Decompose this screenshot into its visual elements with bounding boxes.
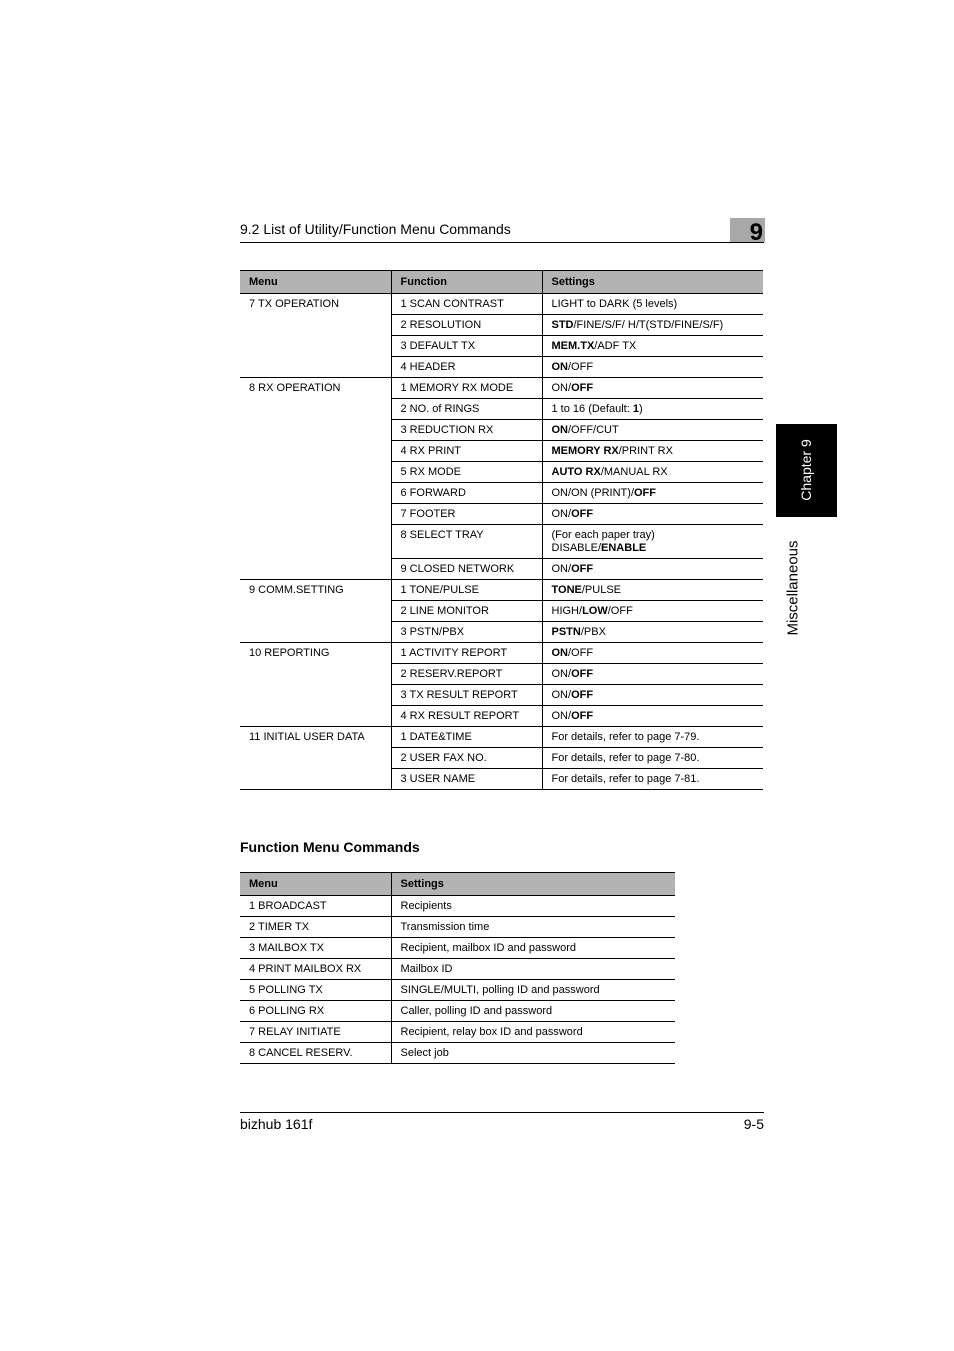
settings-cell [542, 441, 763, 462]
settings-default-value: OFF [571, 563, 594, 575]
function-cell: 9 CLOSED NETWORK [391, 559, 542, 580]
table-row [240, 896, 675, 917]
settings-cell: Transmission time [391, 917, 675, 938]
settings-cell [542, 336, 763, 357]
settings-default-value: PSTN [551, 626, 581, 638]
settings-cell: Recipients [391, 896, 675, 917]
settings-text: For details, refer to page 7-81. [551, 773, 700, 785]
settings-text: /MANUAL RX [600, 466, 668, 478]
table-header-row [240, 271, 763, 294]
function-cell: 2 RESOLUTION [391, 315, 542, 336]
table-row [240, 1001, 675, 1022]
function-cell: 3 REDUCTION RX [391, 420, 542, 441]
settings-cell [542, 378, 763, 399]
settings-text: For details, refer to page 7-80. [551, 752, 700, 764]
function-cell: 2 LINE MONITOR [391, 601, 542, 622]
settings-text: HIGH/ [551, 605, 583, 617]
settings-text: /PBX [580, 626, 606, 638]
chapter-number: 9 [749, 219, 763, 246]
table-row [240, 959, 675, 980]
settings-default-value: OFF [571, 382, 594, 394]
column-header-function: Function [391, 271, 542, 294]
function-cell: 1 MEMORY RX MODE [391, 378, 542, 399]
footer-product-name: bizhub 161f [240, 1116, 313, 1132]
menu-cell: 10 REPORTING [240, 643, 391, 727]
settings-text: ON/ [551, 508, 572, 520]
menu-cell: 7 RELAY INITIATE [240, 1022, 391, 1043]
function-cell: 5 RX MODE [391, 462, 542, 483]
settings-cell [542, 748, 763, 769]
header-divider [240, 242, 764, 243]
function-cell: 1 DATE&TIME [391, 727, 542, 748]
function-cell: 4 RX PRINT [391, 441, 542, 462]
settings-text: /PULSE [581, 584, 621, 596]
settings-default-value: OFF [571, 710, 594, 722]
settings-default-value: ON [551, 647, 568, 659]
menu-cell: 2 TIMER TX [240, 917, 391, 938]
menu-cell: 6 POLLING RX [240, 1001, 391, 1022]
function-cell: 3 TX RESULT REPORT [391, 685, 542, 706]
table-row [240, 980, 675, 1001]
table-row [240, 1043, 675, 1064]
function-cell: 4 HEADER [391, 357, 542, 378]
chapter-side-tab-label: Chapter 9 [798, 439, 814, 501]
settings-text: (For each paper tray) [551, 529, 655, 541]
menu-cell: 3 MAILBOX TX [240, 938, 391, 959]
menu-cell: 7 TX OPERATION [240, 294, 391, 378]
settings-cell [542, 399, 763, 420]
column-header-settings: Settings [542, 271, 763, 294]
function-cell: 7 FOOTER [391, 504, 542, 525]
footer-divider [240, 1112, 764, 1113]
settings-text: ON/ [551, 689, 572, 701]
settings-default-value: MEMORY RX [551, 445, 619, 457]
menu-cell: 1 BROADCAST [240, 896, 391, 917]
table-row [240, 580, 763, 601]
settings-default-value: 1 [632, 403, 639, 415]
settings-cell: Recipient, relay box ID and password [391, 1022, 675, 1043]
function-menu-table [240, 872, 675, 1064]
settings-default-value: MEM.TX [551, 340, 595, 352]
settings-default-value: OFF [571, 689, 594, 701]
settings-default-value: ON [551, 361, 568, 373]
settings-text: ON/ON (PRINT)/ [551, 487, 634, 499]
menu-cell: 9 COMM.SETTING [240, 580, 391, 643]
settings-cell [542, 462, 763, 483]
settings-text: /OFF [607, 605, 633, 617]
function-cell: 4 RX RESULT REPORT [391, 706, 542, 727]
settings-default-value: AUTO RX [551, 466, 601, 478]
table-row [240, 1022, 675, 1043]
settings-text: ) [638, 403, 643, 415]
settings-cell: SINGLE/MULTI, polling ID and password [391, 980, 675, 1001]
settings-cell [542, 664, 763, 685]
footer-page-number: 9-5 [743, 1116, 764, 1132]
menu-cell: 8 CANCEL RESERV. [240, 1043, 391, 1064]
table-row [240, 378, 763, 399]
function-menu-table-body [240, 896, 675, 1064]
table-header-row [240, 873, 675, 896]
settings-cell: Caller, polling ID and password [391, 1001, 675, 1022]
settings-text: /ADF TX [594, 340, 637, 352]
function-cell: 8 SELECT TRAY [391, 525, 542, 559]
function-cell: 3 DEFAULT TX [391, 336, 542, 357]
table-row [240, 917, 675, 938]
settings-text: ON/ [551, 563, 572, 575]
column-header-settings: Settings [391, 873, 675, 896]
function-cell: 6 FORWARD [391, 483, 542, 504]
settings-text: /OFF/CUT [568, 424, 619, 436]
chapter-side-tab [776, 424, 837, 517]
settings-cell [542, 706, 763, 727]
settings-cell [542, 769, 763, 790]
settings-cell: Mailbox ID [391, 959, 675, 980]
settings-cell [542, 580, 763, 601]
settings-text: LIGHT to DARK (5 levels) [551, 298, 678, 310]
settings-text: DISABLE/ [551, 542, 602, 554]
settings-cell [542, 525, 763, 559]
settings-default-value: STD [551, 319, 574, 331]
settings-cell [542, 294, 763, 315]
settings-default-value: OFF [571, 508, 594, 520]
table-row [240, 727, 763, 748]
function-cell: 2 RESERV.REPORT [391, 664, 542, 685]
menu-cell: 8 RX OPERATION [240, 378, 391, 580]
settings-cell [542, 559, 763, 580]
settings-text: /OFF [568, 647, 594, 659]
function-cell: 2 NO. of RINGS [391, 399, 542, 420]
utility-menu-table-body [240, 294, 763, 790]
column-header-menu: Menu [240, 873, 391, 896]
function-cell: 3 PSTN/PBX [391, 622, 542, 643]
settings-text: ON/ [551, 668, 572, 680]
settings-text: ON/ [551, 382, 572, 394]
settings-text: /PRINT RX [618, 445, 673, 457]
settings-cell [542, 483, 763, 504]
menu-cell: 4 PRINT MAILBOX RX [240, 959, 391, 980]
table-row [240, 643, 763, 664]
table-row [240, 938, 675, 959]
function-cell: 1 ACTIVITY REPORT [391, 643, 542, 664]
settings-text: For details, refer to page 7-79. [551, 731, 700, 743]
settings-cell [542, 420, 763, 441]
settings-cell [542, 357, 763, 378]
settings-cell: Select job [391, 1043, 675, 1064]
menu-cell: 5 POLLING TX [240, 980, 391, 1001]
chapter-number-box [730, 218, 765, 246]
settings-default-value: LOW [582, 605, 608, 617]
settings-cell [542, 727, 763, 748]
settings-cell [542, 622, 763, 643]
settings-default-value: OFF [634, 487, 656, 499]
settings-text: /FINE/S/F/ H/T(STD/FINE/S/F) [573, 319, 724, 331]
settings-cell [542, 601, 763, 622]
settings-cell [542, 504, 763, 525]
function-cell: 2 USER FAX NO. [391, 748, 542, 769]
function-cell: 3 USER NAME [391, 769, 542, 790]
page-header-title: 9.2 List of Utility/Function Menu Commands [240, 221, 511, 237]
utility-menu-table [240, 270, 763, 790]
settings-default-value: ENABLE [601, 542, 647, 554]
settings-text: 1 to 16 (Default: [551, 403, 633, 415]
settings-default-value: OFF [571, 668, 594, 680]
settings-cell [542, 315, 763, 336]
function-cell: 1 TONE/PULSE [391, 580, 542, 601]
settings-text: ON/ [551, 710, 572, 722]
settings-cell [542, 685, 763, 706]
settings-default-value: TONE [551, 584, 582, 596]
settings-cell: Recipient, mailbox ID and password [391, 938, 675, 959]
function-cell: 1 SCAN CONTRAST [391, 294, 542, 315]
table-row [240, 294, 763, 315]
settings-default-value: ON [551, 424, 568, 436]
function-menu-heading: Function Menu Commands [240, 839, 420, 855]
column-header-menu: Menu [240, 271, 391, 294]
menu-cell: 11 INITIAL USER DATA [240, 727, 391, 790]
settings-cell [542, 643, 763, 664]
section-side-label: Miscellaneous [784, 540, 802, 636]
settings-text: /OFF [568, 361, 594, 373]
